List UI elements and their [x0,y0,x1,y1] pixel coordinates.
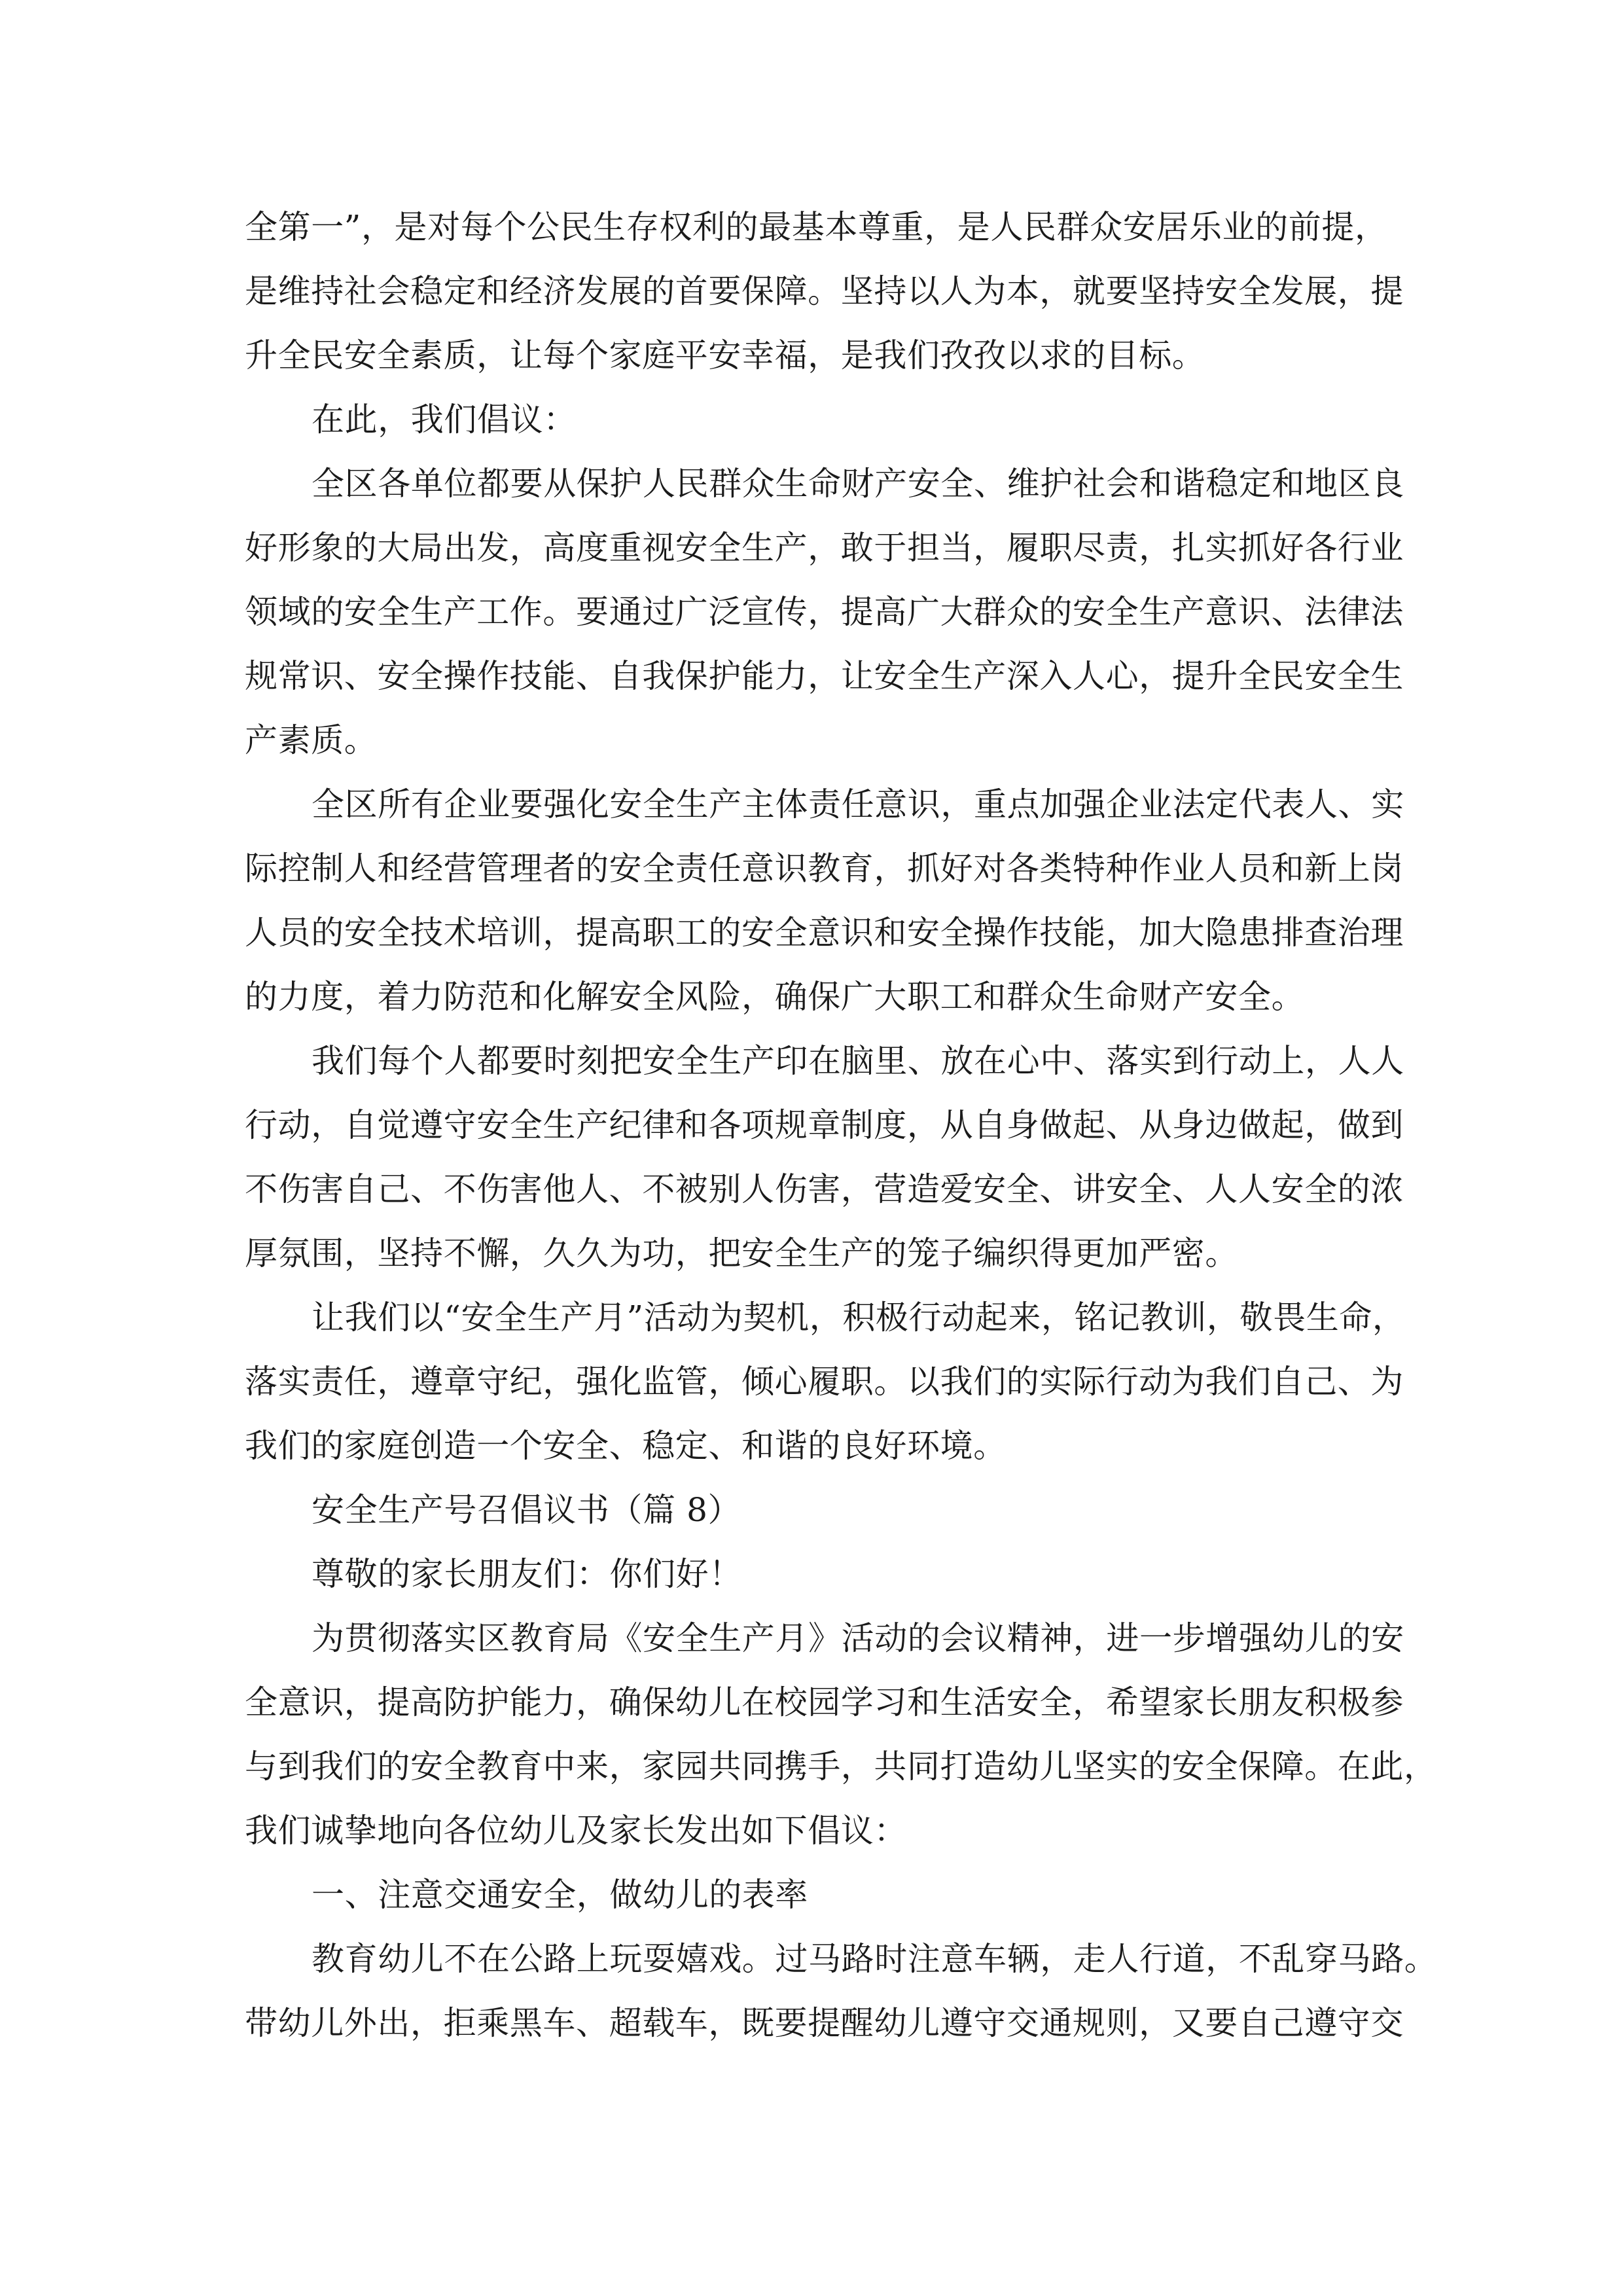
text-line: 人员的安全技术培训，提高职工的安全意识和安全操作技能，加大隐患排查治理 [245,914,1404,952]
text-line: 全区所有企业要强化安全生产主体责任意识，重点加强企业法定代表人、实 [312,785,1404,823]
text-line: 尊敬的家长朋友们：你们好！ [312,1555,742,1593]
text-line: 在此，我们倡议： [312,401,577,439]
text-line: 行动，自觉遵守安全生产纪律和各项规章制度，从自身做起、从身边做起，做到 [245,1106,1404,1144]
text-line: 全区各单位都要从保护人民群众生命财产安全、维护社会和谐稳定和地区良 [312,465,1404,503]
text-line: 带幼儿外出，拒乘黑车、超载车，既要提醒幼儿遵守交通规则，又要自己遵守交 [245,2004,1404,2042]
text-line: 我们的家庭创造一个安全、稳定、和谐的良好环境。 [245,1427,1007,1465]
text-line: 是维持社会稳定和经济发展的首要保障。坚持以人为本，就要坚持安全发展，提 [245,272,1404,310]
text-line: 厚氛围，坚持不懈，久久为功，把安全生产的笼子编织得更加严密。 [245,1234,1238,1272]
text-line: 的力度，着力防范和化解安全风险，确保广大职工和群众生命财产安全。 [245,978,1305,1016]
text-line: 产素质。 [245,721,378,759]
text-line: 全第一”，是对每个公民生存权利的最基本尊重，是人民群众安居乐业的前提， [245,208,1388,246]
text-line: 为贯彻落实区教育局《安全生产月》活动的会议精神，进一步增强幼儿的安 [312,1619,1404,1657]
text-line: 领域的安全生产工作。要通过广泛宣传，提高广大群众的安全生产意识、法律法 [245,593,1404,631]
text-line: 好形象的大局出发，高度重视安全生产，敢于担当，履职尽责，扎实抓好各行业 [245,529,1404,567]
text-line: 与到我们的安全教育中来，家园共同携手，共同打造幼儿坚实的安全保障。在此， [245,1748,1437,1785]
document-body [245,195,1438,2055]
text-line: 全意识，提高防护能力，确保幼儿在校园学习和生活安全，希望家长朋友积极参 [245,1683,1404,1721]
text-line: 升全民安全素质，让每个家庭平安幸福，是我们孜孜以求的目标。 [245,336,1205,374]
text-line: 让我们以“安全生产月”活动为契机，积极行动起来，铭记教训，敬畏生命， [312,1299,1406,1336]
text-line: 教育幼儿不在公路上玩耍嬉戏。过马路时注意车辆，走人行道，不乱穿马路。 [312,1940,1438,1978]
text-line: 规常识、安全操作技能、自我保护能力，让安全生产深入人心，提升全民安全生 [245,657,1404,695]
text-line: 不伤害自己、不伤害他人、不被别人伤害，营造爱安全、讲安全、人人安全的浓 [245,1170,1404,1208]
text-line: 落实责任，遵章守纪，强化监管，倾心履职。以我们的实际行动为我们自己、为 [245,1363,1404,1401]
text-line: 我们每个人都要时刻把安全生产印在脑里、放在心中、落实到行动上，人人 [312,1042,1404,1080]
text-line: 一、注意交通安全，做幼儿的表率 [312,1876,808,1914]
text-line: 际控制人和经营管理者的安全责任意识教育，抓好对各类特种作业人员和新上岗 [245,850,1404,888]
text-line: 我们诚挚地向各位幼儿及家长发出如下倡议： [245,1812,907,1850]
text-line: 安全生产号召倡议书（篇 8） [312,1491,741,1529]
